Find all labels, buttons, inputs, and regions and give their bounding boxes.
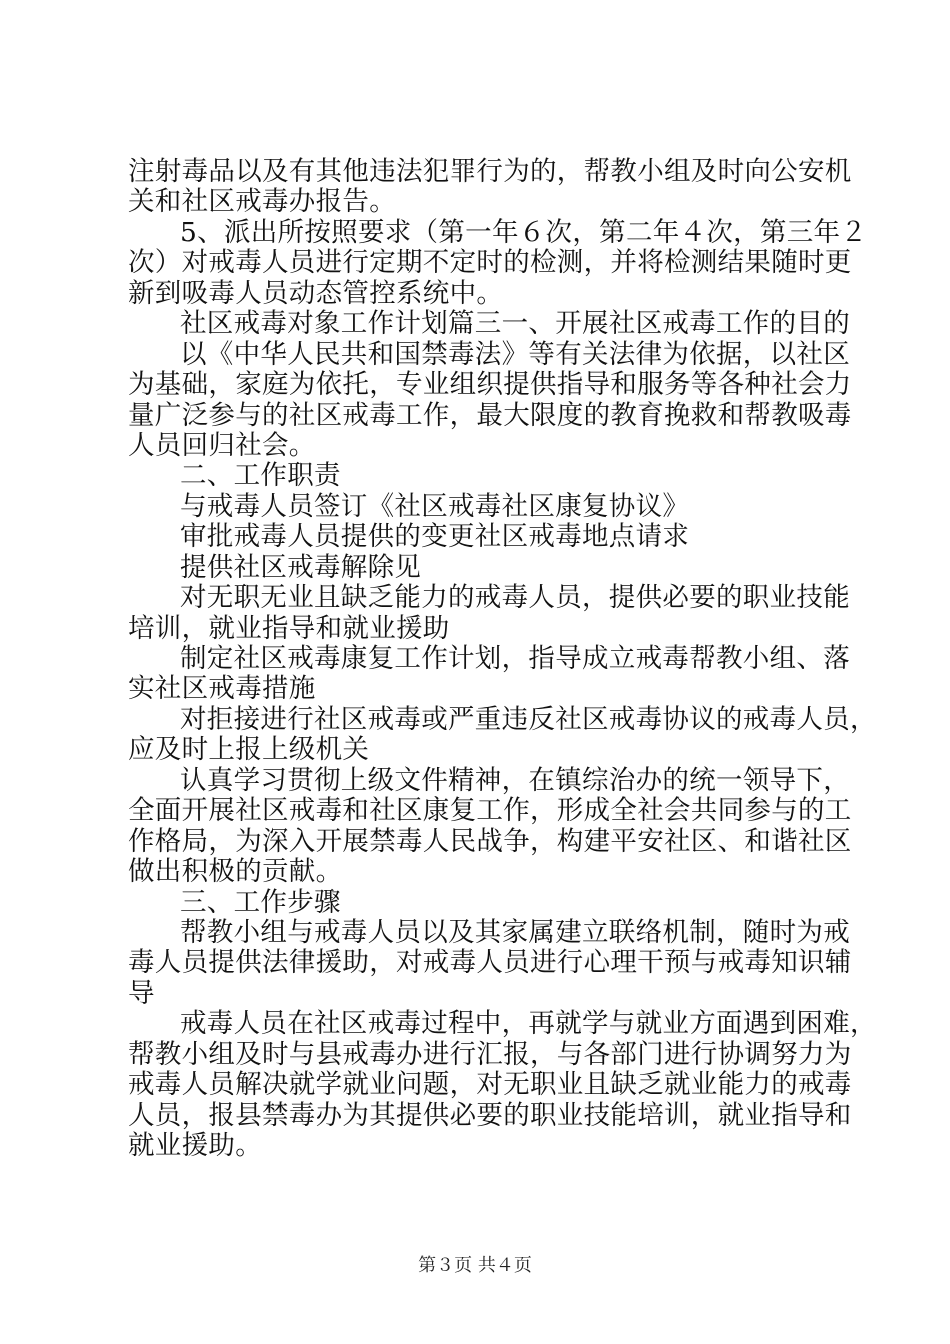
text-line: 全面开展社区戒毒和社区康复工作，形成全社会共同参与的工 bbox=[128, 795, 852, 827]
text-line: 新到吸毒人员动态管控系统中。 bbox=[128, 277, 504, 309]
text-line: 为基础，家庭为依托，专业组织提供指导和服务等各种社会力 bbox=[128, 369, 852, 401]
text-line: 提供社区戒毒解除见 bbox=[180, 551, 422, 583]
text-line: 作格局，为深入开展禁毒人民战争，构建平安社区、和谐社区 bbox=[128, 825, 852, 857]
text-line: 次）对戒毒人员进行定期不定时的检测，并将检测结果随时更 bbox=[128, 247, 852, 279]
text-line: 审批戒毒人员提供的变更社区戒毒地点请求 bbox=[180, 521, 690, 553]
text-line: 实社区戒毒措施 bbox=[128, 673, 316, 705]
text-line: 就业援助。 bbox=[128, 1130, 262, 1161]
text-line: 三、工作步骤 bbox=[180, 886, 341, 918]
text-line: 做出积极的贡献。 bbox=[128, 856, 343, 888]
text-line: 与戒毒人员签订《社区戒毒社区康复协议》 bbox=[180, 490, 690, 522]
text-line: 帮教小组与戒毒人员以及其家属建立联络机制，随时为戒 bbox=[180, 916, 850, 948]
text-line: 人员回归社会。 bbox=[128, 429, 316, 461]
text-line: 人员，报县禁毒办为其提供必要的职业技能培训，就业指导和 bbox=[128, 1099, 852, 1131]
text-line: 培训，就业指导和就业援助 bbox=[128, 612, 450, 644]
text-line: 导 bbox=[128, 977, 155, 1009]
text-line: 5、派出所按照要求（第一年６次，第二年４次，第三年２ bbox=[180, 216, 868, 248]
text-line: 制定社区戒毒康复工作计划，指导成立戒毒帮教小组、落 bbox=[180, 643, 850, 674]
text-line: 戒毒人员解决就学就业问题，对无职业且缺乏就业能力的戒毒 bbox=[128, 1069, 852, 1101]
text-line: 帮教小组及时与县戒毒办进行汇报，与各部门进行协调努力为 bbox=[128, 1038, 852, 1070]
text-line: 毒人员提供法律援助，对戒毒人员进行心理干预与戒毒知识辅 bbox=[128, 947, 852, 979]
text-line: 以《中华人民共和国禁毒法》等有关法律为依据，以社区 bbox=[180, 338, 850, 370]
text-line: 量广泛参与的社区戒毒工作，最大限度的教育挽救和帮教吸毒 bbox=[128, 399, 852, 431]
text-line: 注射毒品以及有其他违法犯罪行为的，帮教小组及时向公安机 bbox=[128, 156, 852, 187]
text-line: 关和社区戒毒办报告。 bbox=[128, 186, 396, 218]
page-footer: 第３页 共４页 bbox=[418, 1255, 532, 1276]
text-line: 认真学习贯彻上级文件精神，在镇综治办的统一领导下， bbox=[180, 764, 850, 796]
text-line: 戒毒人员在社区戒毒过程中，再就学与就业方面遇到困难， bbox=[180, 1008, 877, 1040]
text-line: 对拒接进行社区戒毒或严重违反社区戒毒协议的戒毒人员， bbox=[180, 703, 877, 735]
text-line: 应及时上报上级机关 bbox=[128, 734, 370, 766]
text-line: 社区戒毒对象工作计划篇三一、开展社区戒毒工作的目的 bbox=[180, 308, 850, 340]
text-line: 对无职无业且缺乏能力的戒毒人员，提供必要的职业技能 bbox=[180, 582, 850, 614]
text-line: 二、工作职责 bbox=[180, 460, 341, 492]
